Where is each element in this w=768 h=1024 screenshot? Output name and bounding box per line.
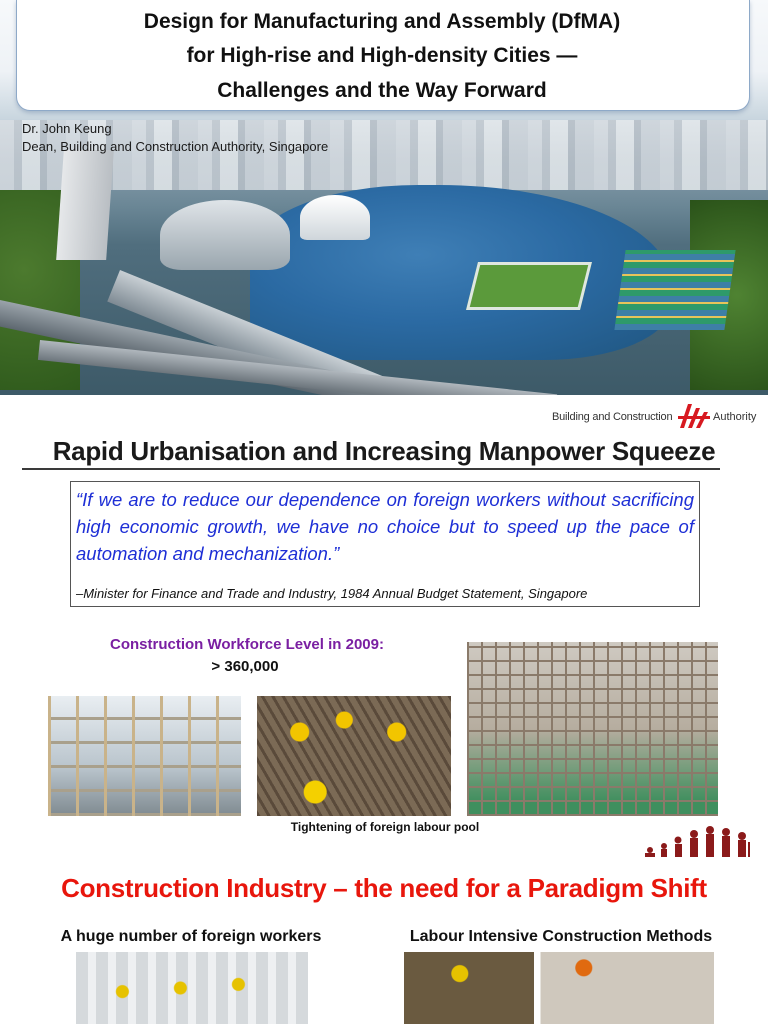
author-role: Dean, Building and Construction Authority, Singapore bbox=[22, 139, 329, 154]
quote-source: –Minister for Finance and Trade and Industry, 1984 Annual Budget Statement, Singapore bbox=[76, 586, 588, 601]
labour-methods-heading: Labour Intensive Construction Methods bbox=[409, 928, 713, 945]
title-line-2: for High-rise and High-density Cities — bbox=[186, 44, 578, 67]
convention-centre bbox=[160, 200, 290, 270]
photo-caption: Tightening of foreign labour pool bbox=[290, 820, 480, 834]
bca-logo-text-right: Authority bbox=[713, 411, 757, 423]
title-underline bbox=[22, 468, 720, 470]
author-name: Dr. John Keung bbox=[22, 121, 112, 136]
ageing-population-icon bbox=[642, 820, 754, 858]
bca-logo-text-left: Building and Construction bbox=[552, 411, 673, 423]
title-line-1: Design for Manufacturing and Assembly (DfMA) bbox=[143, 10, 621, 33]
skyline-image bbox=[0, 120, 768, 190]
scaffolding-photo bbox=[48, 696, 241, 816]
slide3-title: Construction Industry – the need for a Paradigm Shift bbox=[61, 873, 707, 903]
labour-methods-photo bbox=[404, 952, 714, 1024]
foreign-workers-photo bbox=[76, 952, 308, 1024]
site-deck-photo bbox=[467, 642, 718, 816]
workforce-label: Construction Workforce Level in 2009: bbox=[110, 636, 384, 653]
slide2-title: Rapid Urbanisation and Increasing Manpower Squeeze bbox=[52, 436, 716, 466]
hotel-tower bbox=[56, 150, 114, 260]
grandstand bbox=[614, 250, 735, 330]
title-line-3: Challenges and the Way Forward bbox=[217, 79, 547, 102]
workers-rebar-photo bbox=[257, 696, 451, 816]
floating-platform bbox=[466, 262, 592, 310]
bca-logo-icon bbox=[676, 402, 712, 430]
museum-building bbox=[300, 195, 370, 240]
foreign-workers-heading: A huge number of foreign workers bbox=[60, 928, 322, 945]
quote-text: “If we are to reduce our dependence on foreign workers without sacrificing high economic growth, we have no choice but to speed up the pace of automation and mechanization.” bbox=[76, 489, 694, 564]
workforce-value: > 360,000 bbox=[211, 658, 279, 675]
